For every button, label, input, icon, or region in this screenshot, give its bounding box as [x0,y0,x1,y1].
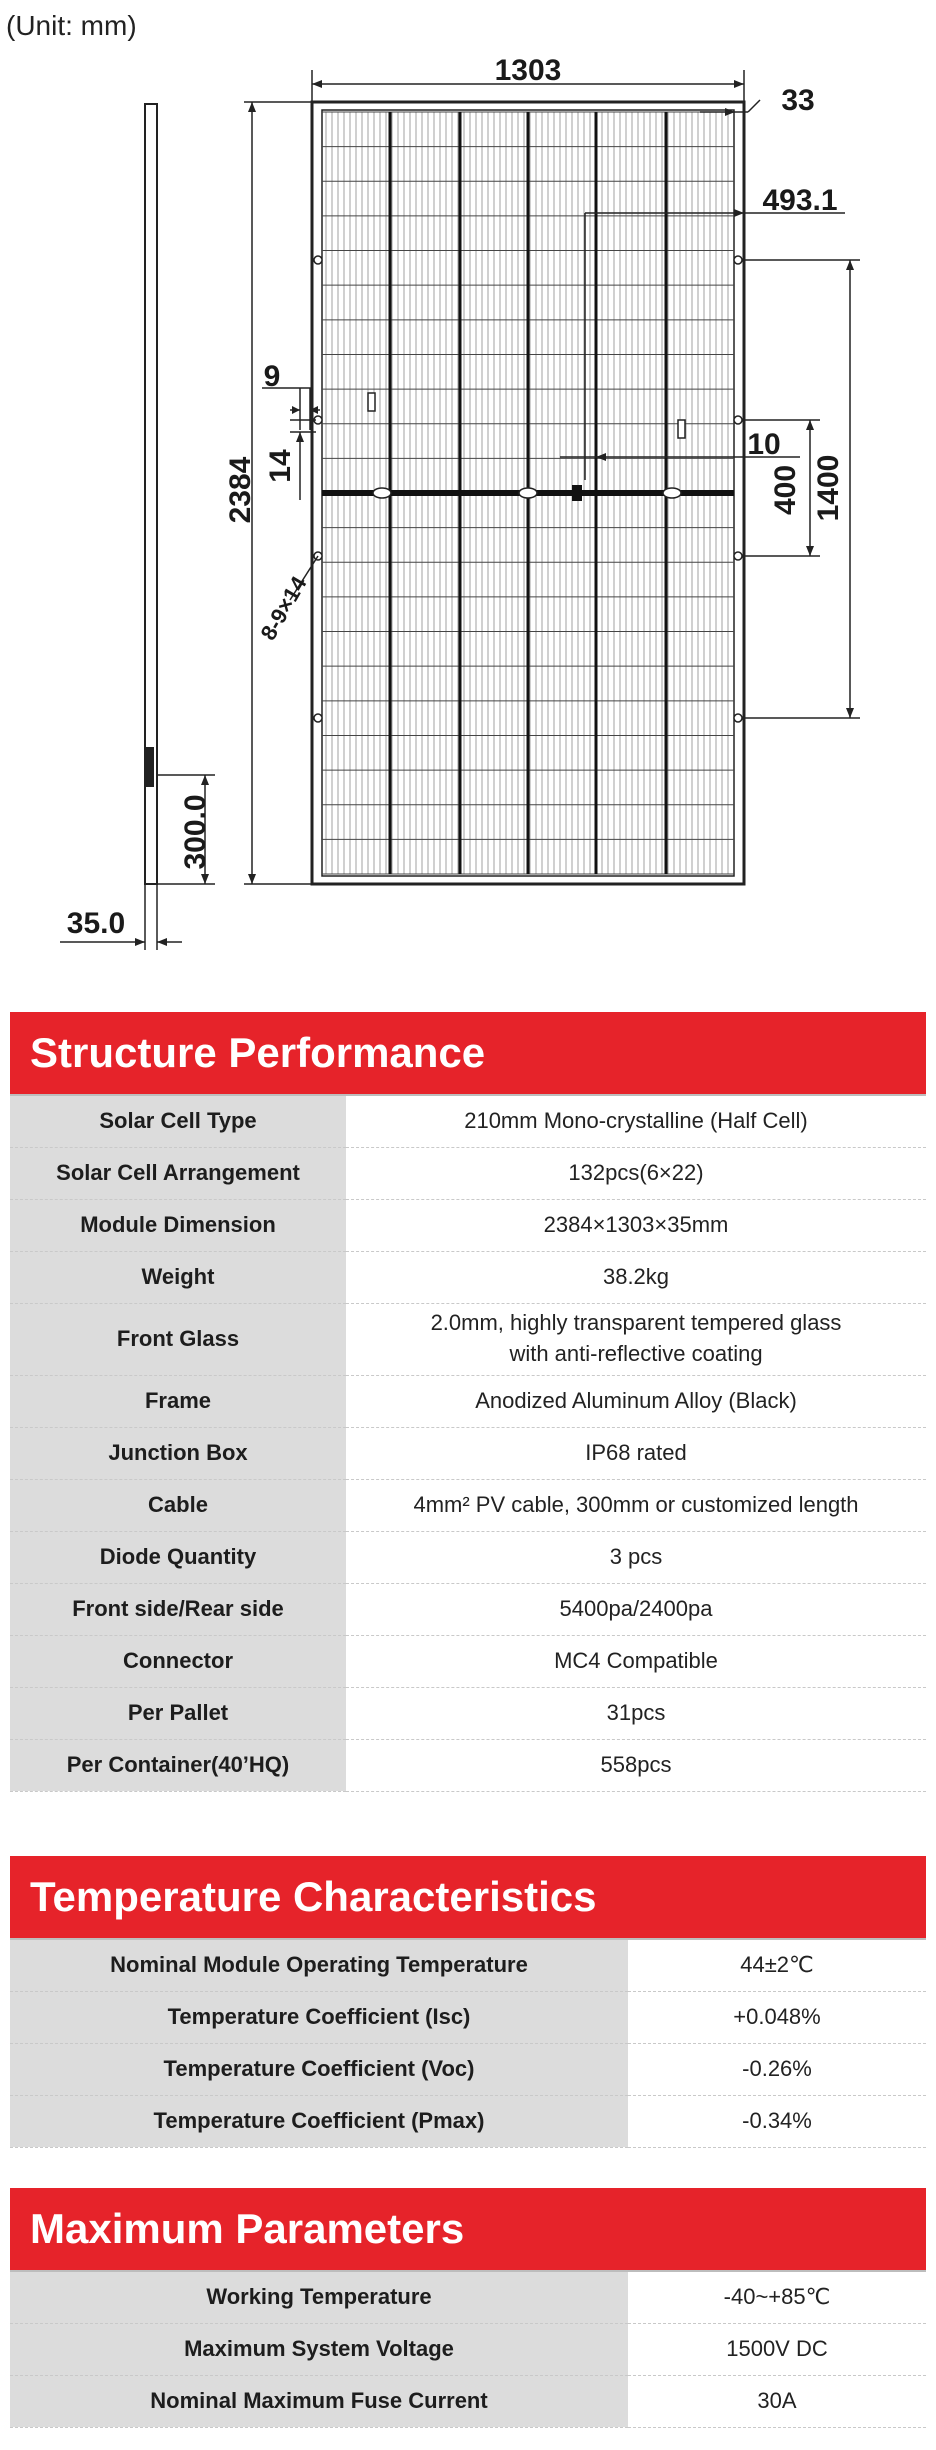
dim-slot-length: 14 [264,449,297,483]
spec-label: Front side/Rear side [10,1583,346,1635]
structure-performance-section [10,1012,926,1792]
dim-holes: 8-9×14 [255,572,312,645]
spec-row [10,1095,926,1147]
spec-value: +0.048% [628,1991,926,2043]
dim-small-hole-offset: 10 [747,428,781,461]
front-view [312,102,744,884]
spec-row [10,1739,926,1791]
spec-value: 2384×1303×35mm [346,1199,926,1251]
spec-label: Diode Quantity [10,1531,346,1583]
spec-value: 4mm² PV cable, 300mm or customized length [346,1479,926,1531]
spec-value: -0.34% [628,2095,926,2147]
spec-row [10,2043,926,2095]
spec-row [10,1939,926,1991]
spec-label: Frame [10,1375,346,1427]
spec-row [10,2095,926,2147]
spec-label: Temperature Coefficient (Isc) [10,1991,628,2043]
dim-slot-width: 9 [263,360,281,393]
spec-value: 38.2kg [346,1251,926,1303]
spec-label: Solar Cell Type [10,1095,346,1147]
spec-row [10,2323,926,2375]
spec-label: Temperature Coefficient (Pmax) [10,2095,628,2147]
spec-row [10,1251,926,1303]
spec-label: Module Dimension [10,1199,346,1251]
spec-value: -0.26% [628,2043,926,2095]
spec-row [10,1147,926,1199]
spec-value: 3 pcs [346,1531,926,1583]
spec-label: Per Pallet [10,1687,346,1739]
dim-height: 2384 [224,456,257,524]
dim-thickness: 35.0 [66,907,126,940]
unit-label: (Unit: mm) [6,10,137,41]
spec-label: Maximum System Voltage [10,2323,628,2375]
spec-row [10,1375,926,1427]
structure-performance-table [10,1094,926,1792]
spec-label: Junction Box [10,1427,346,1479]
spec-value: 1500V DC [628,2323,926,2375]
spec-value-line: with anti-reflective coating [509,1341,763,1366]
temperature-characteristics-title: Temperature Characteristics [10,1856,926,1938]
dim-mount-hole-offset: 493.1 [762,184,838,217]
spec-row [10,2271,926,2323]
dim-mount-hole-span: 1400 [812,454,845,522]
module-dimension-drawing [0,0,936,960]
spec-value: IP68 rated [346,1427,926,1479]
temperature-characteristics-table [10,1938,926,2148]
spec-label: Temperature Coefficient (Voc) [10,2043,628,2095]
dim-width: 1303 [494,54,562,87]
dim-inner-hole-span: 400 [769,464,802,516]
spec-row [10,2375,926,2427]
spec-value: 210mm Mono-crystalline (Half Cell) [346,1095,926,1147]
spec-row [10,1479,926,1531]
spec-label: Connector [10,1635,346,1687]
spec-value: MC4 Compatible [346,1635,926,1687]
spec-value: 30A [628,2375,926,2427]
spec-value: 44±2℃ [628,1939,926,1991]
maximum-parameters-title: Maximum Parameters [10,2188,926,2270]
spec-row [10,1199,926,1251]
spec-label: Per Container(40’HQ) [10,1739,346,1791]
spec-row [10,1531,926,1583]
spec-label: Working Temperature [10,2271,628,2323]
spec-value: 31pcs [346,1687,926,1739]
spec-label: Cable [10,1479,346,1531]
spec-label: Front Glass [10,1303,346,1375]
spec-label: Nominal Module Operating Temperature [10,1939,628,1991]
spec-value: Anodized Aluminum Alloy (Black) [346,1375,926,1427]
spec-row [10,1303,926,1375]
spec-value: 558pcs [346,1739,926,1791]
spec-row [10,1583,926,1635]
maximum-parameters-table [10,2270,926,2428]
spec-row [10,1687,926,1739]
spec-value [346,1303,926,1375]
temperature-characteristics-section [10,1856,926,2148]
spec-label: Solar Cell Arrangement [10,1147,346,1199]
spec-row [10,1427,926,1479]
spec-label: Nominal Maximum Fuse Current [10,2375,628,2427]
dim-cable-length: 300.0 [179,794,212,870]
spec-row [10,1635,926,1687]
spec-label: Weight [10,1251,346,1303]
spec-value: -40~+85℃ [628,2271,926,2323]
maximum-parameters-section [10,2188,926,2428]
dim-frame-edge: 33 [781,84,815,117]
spec-value: 132pcs(6×22) [346,1147,926,1199]
structure-performance-title: Structure Performance [10,1012,926,1094]
spec-row [10,1991,926,2043]
spec-value: 5400pa/2400pa [346,1583,926,1635]
spec-value-line: 2.0mm, highly transparent tempered glass [430,1310,842,1336]
